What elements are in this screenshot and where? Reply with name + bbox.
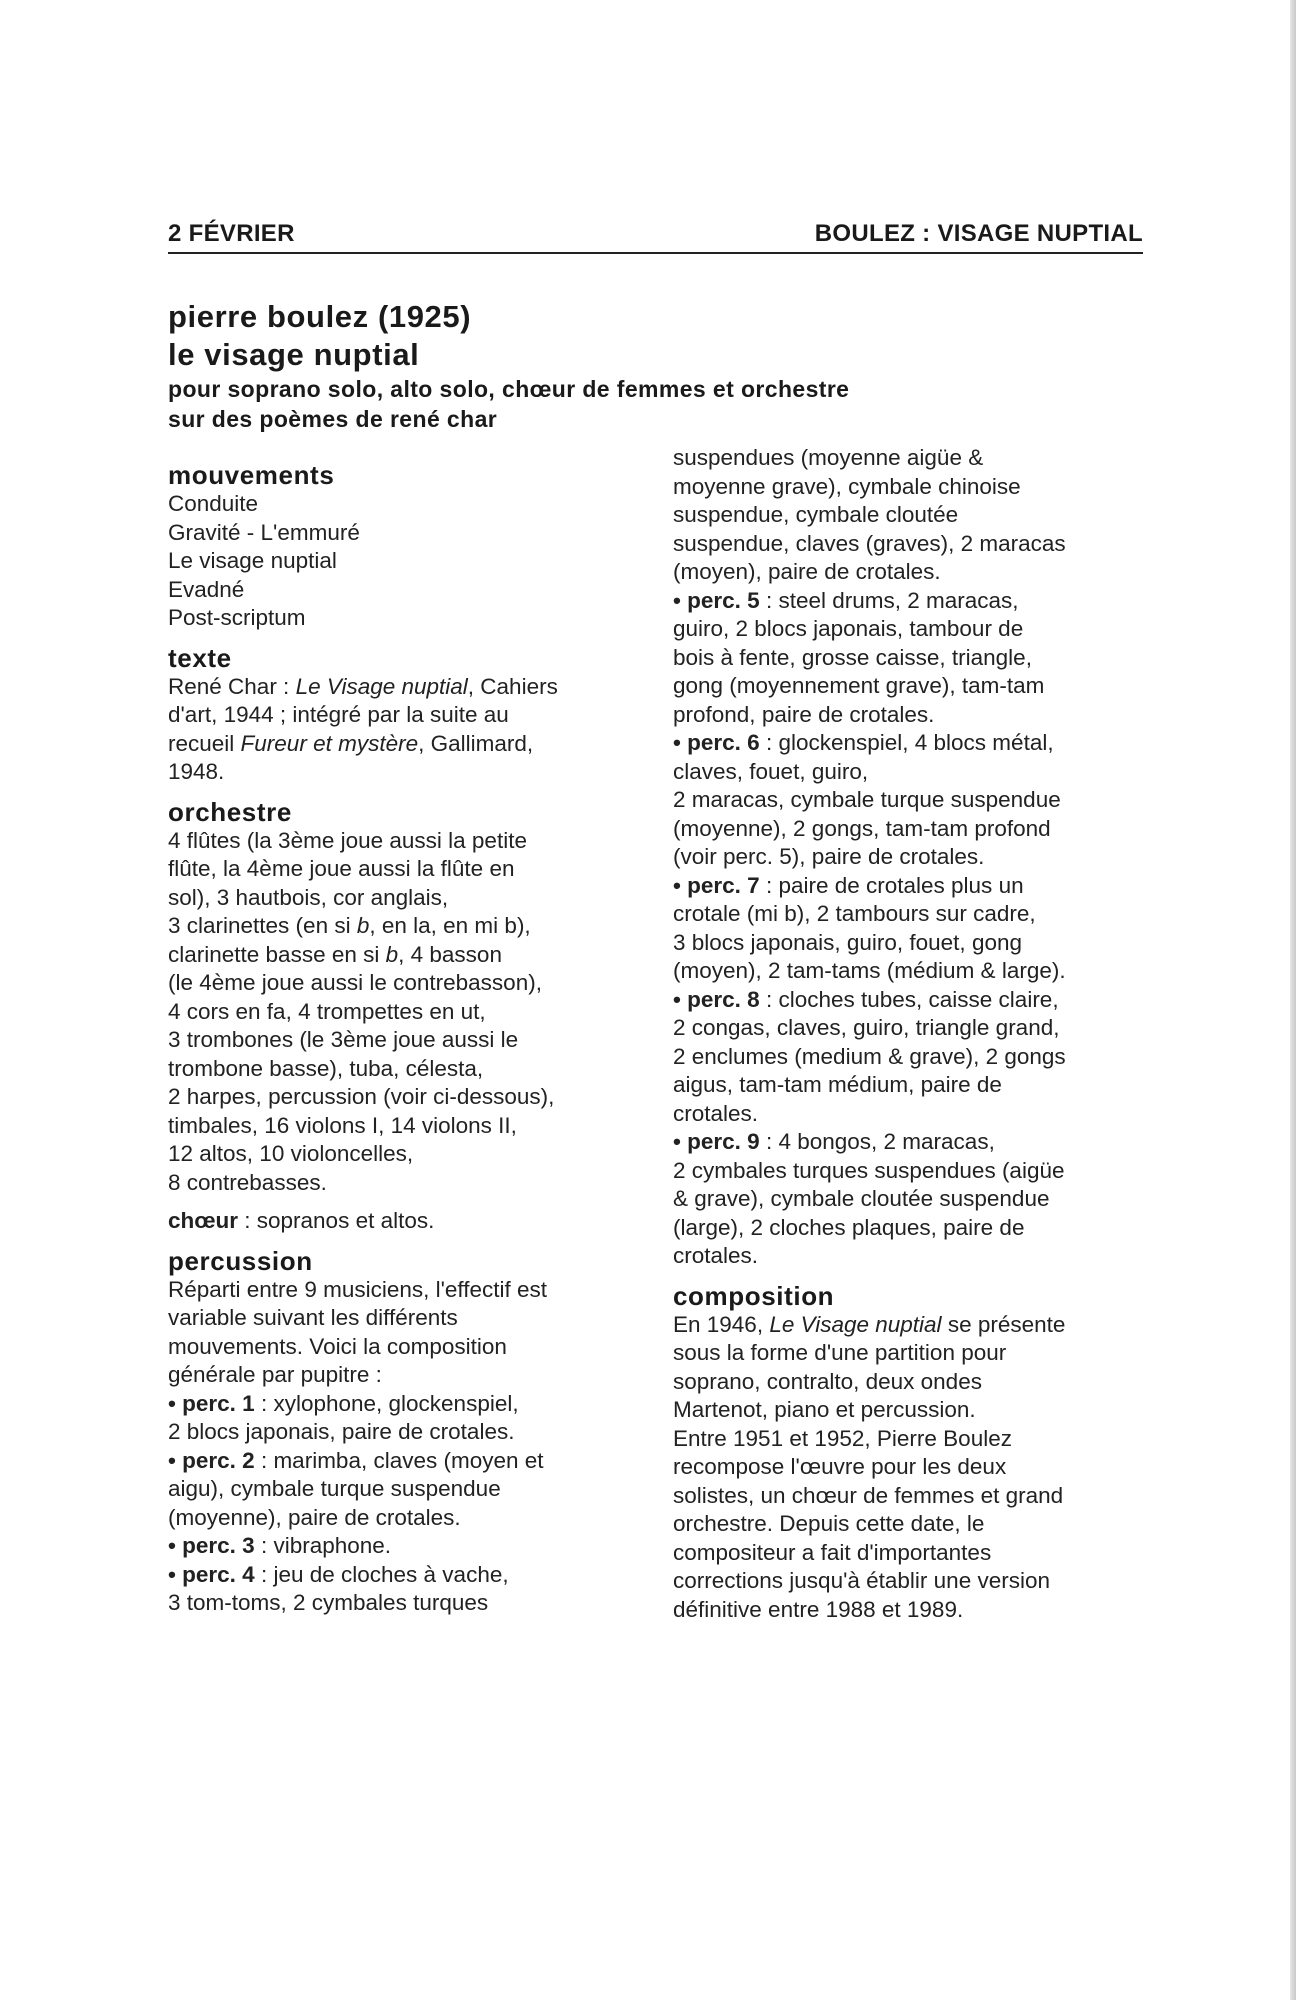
percussion-item-line: crotales.: [673, 1100, 759, 1126]
composition-heading: composition: [673, 1280, 835, 1311]
percussion-intro-line: Réparti entre 9 musiciens, l'effectif est: [168, 1276, 548, 1302]
percussion-item-line: • perc. 1 : xylophone, glockenspiel,: [168, 1390, 519, 1416]
mouvement-item: Evadné: [168, 576, 245, 602]
orchestre-line: 4 flûtes (la 3ème joue aussi la petite: [168, 827, 527, 853]
percussion-label: perc. 9: [687, 1129, 760, 1154]
percussion-label: perc. 2: [182, 1447, 255, 1473]
work-subtitle: [168, 374, 1143, 434]
composition-line: recompose l'œuvre pour les deux: [673, 1454, 1007, 1479]
percussion-item: [673, 587, 1143, 730]
percussion-item: [168, 1390, 638, 1447]
percussion-label: perc. 6: [687, 730, 760, 755]
mouvement-item: Le visage nuptial: [168, 548, 337, 573]
italic-title: Le Visage nuptial: [769, 1311, 942, 1337]
percussion-item: [673, 1128, 1143, 1271]
bullet-icon: •: [168, 1390, 183, 1416]
right-column: [673, 444, 1143, 1624]
percussion-item-line: (moyenne), 2 gongs, tam-tam profond: [673, 815, 1051, 841]
composition-line: corrections jusqu'à établir une version: [673, 1568, 1050, 1593]
bullet-icon: •: [673, 986, 688, 1012]
orchestre-line: 8 contrebasses.: [168, 1169, 327, 1195]
percussion-continuation-line: suspendue, cymbale cloutée: [673, 502, 959, 527]
percussion-label: perc. 4: [182, 1561, 255, 1587]
orchestre-line: clarinette basse en si b, 4 basson: [168, 941, 502, 967]
composition-line: solistes, un chœur de femmes et grand: [673, 1482, 1064, 1508]
percussion-item-line: & grave), cymbale cloutée suspendue: [673, 1186, 1050, 1211]
subtitle-line: pour soprano solo, alto solo, chœur de femmes et orchestre: [168, 376, 850, 402]
italic-title: b: [356, 913, 370, 938]
percussion-item-line: (moyenne), paire de crotales.: [168, 1504, 461, 1530]
percussion-label: perc. 7: [687, 872, 760, 898]
percussion-intro-line: mouvements. Voici la composition: [168, 1333, 507, 1359]
percussion-list-left: [168, 1390, 638, 1618]
two-column-body: [168, 445, 1143, 1624]
bullet-icon: •: [673, 730, 688, 755]
texte-line: recueil Fureur et mystère, Gallimard,: [168, 730, 534, 756]
percussion-intro-line: générale par pupitre :: [168, 1362, 382, 1387]
percussion-label: perc. 3: [182, 1533, 255, 1558]
composition-line: En 1946, Le Visage nuptial se présente: [673, 1311, 1066, 1337]
percussion-item-line: • perc. 5 : steel drums, 2 maracas,: [673, 587, 1019, 613]
orchestre-line: flûte, la 4ème joue aussi la flûte en: [168, 856, 515, 881]
percussion-item-line: (moyen), 2 tam-tams (médium & large).: [673, 958, 1066, 983]
running-head-date: 2 FÉVRIER: [168, 220, 295, 247]
percussion-item-line: crotale (mi b), 2 tambours sur cadre,: [673, 901, 1036, 926]
percussion-heading: percussion: [168, 1245, 313, 1276]
percussion-item-line: 2 maracas, cymbale turque suspendue: [673, 787, 1061, 812]
work-title: le visage nuptial: [168, 337, 420, 372]
percussion-continuation-line: suspendue, claves (graves), 2 maracas: [673, 530, 1066, 556]
orchestre-line: 4 cors en fa, 4 trompettes en ut,: [168, 998, 486, 1024]
italic-title: Le Visage nuptial: [295, 673, 468, 699]
percussion-continuation-line: suspendues (moyenne aigüe &: [673, 445, 984, 470]
percussion-item-line: 2 blocs japonais, paire de crotales.: [168, 1419, 515, 1444]
percussion-continuation: [673, 444, 1143, 587]
running-head: [168, 220, 1143, 254]
percussion-item-line: • perc. 4 : jeu de cloches à vache,: [168, 1561, 509, 1587]
left-column: [168, 460, 638, 1624]
composition-line: orchestre. Depuis cette date, le: [673, 1511, 985, 1536]
subtitle-line: sur des poèmes de rené char: [168, 406, 498, 432]
orchestre-line: timbales, 16 violons I, 14 violons II,: [168, 1112, 517, 1138]
percussion-item-line: guiro, 2 blocs japonais, tambour de: [673, 616, 1024, 641]
percussion-item-line: aigu), cymbale turque suspendue: [168, 1476, 501, 1501]
percussion-item-line: 3 blocs japonais, guiro, fouet, gong: [673, 929, 1022, 955]
percussion-list-right: [673, 587, 1143, 1271]
composer-name: pierre boulez (1925): [168, 299, 472, 334]
percussion-item-line: • perc. 9 : 4 bongos, 2 maracas,: [673, 1129, 995, 1154]
percussion-item-line: (large), 2 cloches plaques, paire de: [673, 1214, 1025, 1240]
orchestre-line: (le 4ème joue aussi le contrebasson),: [168, 970, 542, 995]
percussion-item-line: 2 enclumes (medium & grave), 2 gongs: [673, 1043, 1066, 1069]
composition-line: soprano, contralto, deux ondes: [673, 1368, 982, 1394]
orchestre-paragraph: [168, 827, 638, 1198]
percussion-label: perc. 1: [182, 1390, 255, 1416]
bullet-icon: •: [673, 587, 688, 613]
percussion-item: [673, 986, 1143, 1129]
texte-line: 1948.: [168, 759, 225, 784]
program-page: [168, 220, 1143, 1624]
scan-edge: [1290, 0, 1296, 2000]
percussion-item-line: • perc. 7 : paire de crotales plus un: [673, 872, 1024, 898]
composition-line: sous la forme d'une partition pour: [673, 1340, 1007, 1365]
bullet-icon: •: [168, 1533, 183, 1558]
composition-line: compositeur a fait d'importantes: [673, 1539, 992, 1565]
bullet-icon: •: [673, 1129, 688, 1154]
percussion-item-line: 2 congas, claves, guiro, triangle grand,: [673, 1015, 1060, 1040]
percussion-continuation-line: moyenne grave), cymbale chinoise: [673, 473, 1021, 499]
mouvements-list: [168, 490, 638, 633]
percussion-label: perc. 5: [687, 587, 760, 613]
composition-paragraph: [673, 1311, 1143, 1625]
choeur-line: [168, 1207, 638, 1236]
texte-heading: texte: [168, 642, 232, 673]
percussion-item: [168, 1561, 638, 1618]
mouvements-heading: mouvements: [168, 460, 335, 490]
percussion-item: [673, 872, 1143, 986]
percussion-item-line: claves, fouet, guiro,: [673, 758, 869, 784]
percussion-item-line: • perc. 6 : glockenspiel, 4 blocs métal,: [673, 730, 1054, 755]
orchestre-line: 2 harpes, percussion (voir ci-dessous),: [168, 1084, 555, 1109]
orchestre-line: 3 trombones (le 3ème joue aussi le: [168, 1027, 519, 1052]
choeur-text: : sopranos et altos.: [238, 1208, 435, 1233]
italic-title: b: [385, 941, 399, 967]
texte-line: René Char : Le Visage nuptial, Cahiers: [168, 673, 558, 699]
orchestre-line: 12 altos, 10 violoncelles,: [168, 1141, 414, 1166]
percussion-intro-line: variable suivant les différents: [168, 1305, 458, 1330]
percussion-item: [168, 1532, 638, 1561]
bullet-icon: •: [168, 1447, 183, 1473]
orchestre-heading: orchestre: [168, 796, 292, 827]
choeur-label: chœur: [168, 1208, 238, 1233]
percussion-item-line: (voir perc. 5), paire de crotales.: [673, 844, 985, 869]
bullet-icon: •: [168, 1561, 183, 1587]
percussion-item: [673, 729, 1143, 872]
percussion-item-line: bois à fente, grosse caisse, triangle,: [673, 644, 1032, 670]
composition-line: définitive entre 1988 et 1989.: [673, 1596, 964, 1622]
percussion-item-line: aigus, tam-tam médium, paire de: [673, 1072, 1002, 1097]
texte-paragraph: [168, 673, 638, 787]
percussion-item-line: • perc. 8 : cloches tubes, caisse claire,: [673, 986, 1059, 1012]
orchestre-line: 3 clarinettes (en si b, en la, en mi b),: [168, 913, 531, 938]
texte-line: d'art, 1944 ; intégré par la suite au: [168, 702, 509, 727]
percussion-item-line: crotales.: [673, 1243, 759, 1268]
composition-line: Entre 1951 et 1952, Pierre Boulez: [673, 1425, 1012, 1451]
percussion-item-line: profond, paire de crotales.: [673, 701, 935, 727]
percussion-item-line: • perc. 2 : marimba, claves (moyen et: [168, 1447, 544, 1473]
orchestre-line: trombone basse), tuba, célesta,: [168, 1055, 484, 1081]
percussion-continuation-line: (moyen), paire de crotales.: [673, 559, 941, 584]
percussion-item-line: • perc. 3 : vibraphone.: [168, 1533, 392, 1558]
italic-title: Fureur et mystère: [240, 730, 419, 756]
percussion-item-line: 2 cymbales turques suspendues (aigüe: [673, 1157, 1065, 1183]
mouvement-item: Post-scriptum: [168, 605, 306, 630]
percussion-item-line: gong (moyennement grave), tam-tam: [673, 673, 1045, 698]
percussion-label: perc. 8: [687, 986, 760, 1012]
mouvement-item: Conduite: [168, 491, 259, 516]
bullet-icon: •: [673, 872, 688, 898]
percussion-item: [168, 1447, 638, 1533]
percussion-item-line: 3 tom-toms, 2 cymbales turques: [168, 1590, 489, 1615]
mouvement-item: Gravité - L'emmuré: [168, 519, 360, 545]
composition-line: Martenot, piano et percussion.: [673, 1397, 976, 1422]
orchestre-line: sol), 3 hautbois, cor anglais,: [168, 884, 449, 910]
title-block: [168, 298, 1143, 434]
percussion-intro: [168, 1276, 638, 1390]
running-head-title: BOULEZ : VISAGE NUPTIAL: [814, 220, 1143, 247]
